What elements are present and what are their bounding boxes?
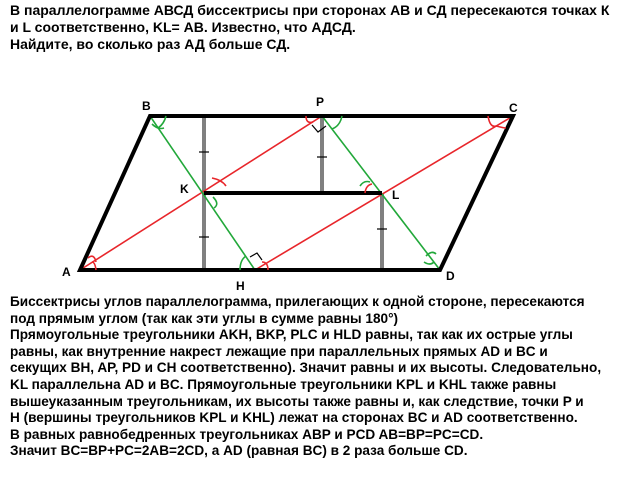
label-k: K <box>180 182 189 196</box>
right-angle-mark <box>250 253 262 260</box>
label-c: C <box>509 101 518 115</box>
angle-mark <box>496 126 506 128</box>
label-p: P <box>316 95 325 109</box>
solution-text <box>10 294 618 460</box>
solution-line: Биссектрисы углов параллелограмма, прилегающих к одной стороне, пересекаются <box>10 294 585 309</box>
problem-line: В параллелограмме АВСД биссектрисы при сторонах АВ и СД пересекаются точках К <box>10 2 610 18</box>
solution-line: секущих BH, AP, PD и CH соответственно). Значит равны и их высоты. Следовательно, <box>10 360 602 376</box>
solution-line: вышеуказанным треугольникам, их высоты также равны и, как следствие, точки P и <box>10 393 584 409</box>
angle-mark <box>424 262 434 264</box>
solution-line: В равных равнобедренных треугольниках ABP и PCD AB=BP=PC=CD. <box>10 426 484 442</box>
solution-line: H (вершины треугольников KPL и KHL) лежат на сторонах BC и AD соответственно. <box>10 410 578 426</box>
angle-mark <box>240 256 246 270</box>
solution-line: KL параллельна AD и BC. Прямоугольные треугольники KPL и KHL также равны <box>10 376 557 392</box>
solution-line: Значит BC=BP+PC=2AB=2CD, а AD (равная BC) в 2 раза больше CD. <box>10 443 468 459</box>
solution-line: под прямым углом (так как эти углы в сумме равны 180°) <box>10 310 399 326</box>
problem-line: и L соответственно, KL= АВ. Известно, что АДСД. <box>10 19 356 35</box>
solution-line: Прямоугольные треугольники AKH, BKP, PLC и HLD равны, так как их острые углы <box>10 327 573 343</box>
problem-line: Найдите, во сколько раз АД больше СД. <box>10 36 291 52</box>
solution-line: равны, как внутренние накрест лежащие при параллельных прямых AD и BC и <box>10 343 548 359</box>
label-d: D <box>446 269 455 283</box>
label-a: A <box>62 265 71 279</box>
label-b: B <box>142 99 151 113</box>
angle-mark <box>213 197 217 208</box>
label-l: L <box>392 188 400 202</box>
label-h: H <box>236 279 245 293</box>
